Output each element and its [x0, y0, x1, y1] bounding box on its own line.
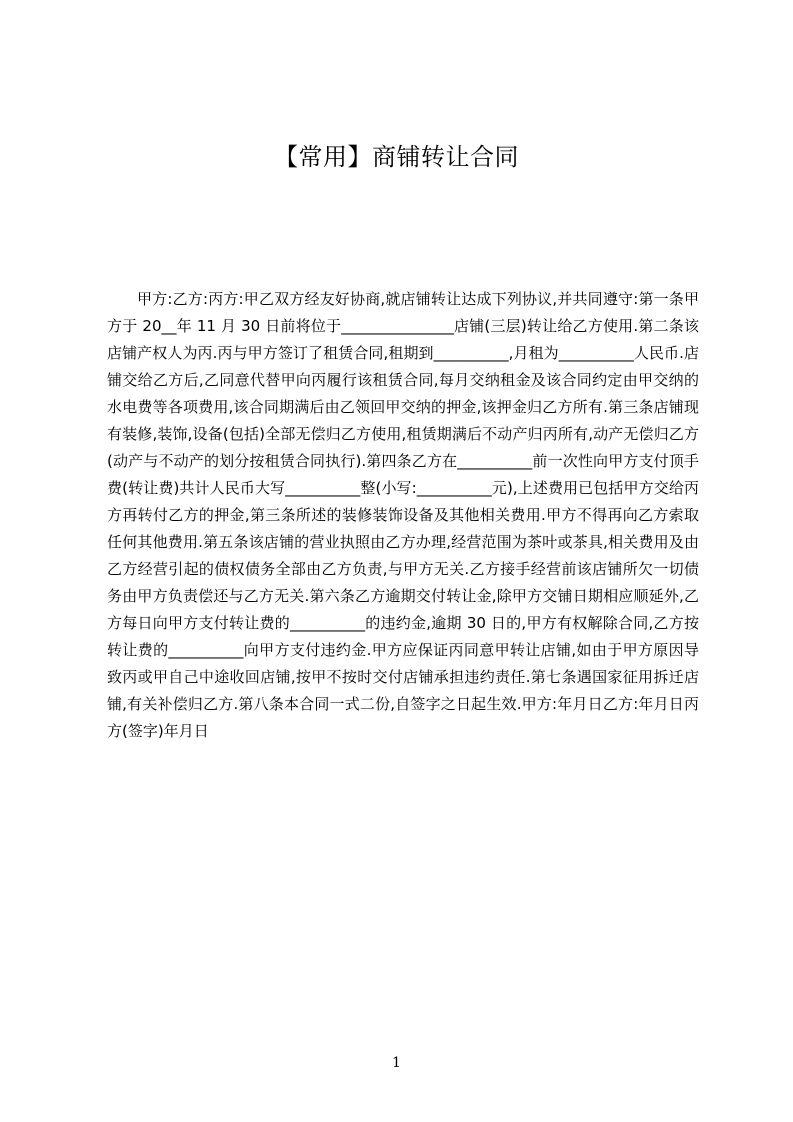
page-number: 1	[392, 1055, 401, 1071]
document-title: 【常用】商铺转让合同	[274, 143, 519, 171]
contract-body-text: 甲方:乙方:丙方:甲乙双方经友好协商,就店铺转让达成下列协议,并共同遵守:第一条甲方于 20__年 11 月 30 日前将位于_______________店铺(三层)转让给乙方使用.第二条该店铺产权人为丙.丙与甲方签订了租赁合同,租期到__________,月租为__________人民币.店铺交给乙方后,乙同意代替甲向丙履行该租赁合同,每月交纳租金及该合同约定由甲交纳的水电费等各项费用,该合同期满后由乙领回甲交纳的押金,该押金归乙方所有.第三条店铺现有装修,装饰,设备(包括)全部无偿归乙方使用,租赁期满后不动产归丙所有,动产无偿归乙方(动产与不动产的划分按租赁合同执行).第四条乙方在__________前一次性向甲方支付顶手费(转让费)共计人民币大写__________整(小写:__________元),上述费用已包括甲方交给丙方再转付乙方的押金,第三条所述的装修装饰设备及其他相关费用.甲方不得再向乙方索取任何其他费用.第五条该店铺的营业执照由乙方办理,经营范围为茶叶或茶具,相关费用及由乙方经营引起的债权债务全部由乙方负责,与甲方无关.乙方接手经营前该店铺所欠一切债务由甲方负责偿还与乙方无关.第六条乙方逾期交付转让金,除甲方交铺日期相应顺延外,乙方每日向甲方支付转让费的__________的违约金,逾期 30 日的,甲方有权解除合同,乙方按转让费的__________向甲方支付违约金.甲方应保证丙同意甲转让店铺,如由于甲方原因导致丙或甲自己中途收回店铺,按甲不按时交付店铺承担违约责任.第七条遇国家征用拆迁店铺,有关补偿归乙方.第八条本合同一式二份,自签字之日起生效.甲方:年月日乙方:年月日丙方(签字)年月日	[107, 290, 699, 740]
